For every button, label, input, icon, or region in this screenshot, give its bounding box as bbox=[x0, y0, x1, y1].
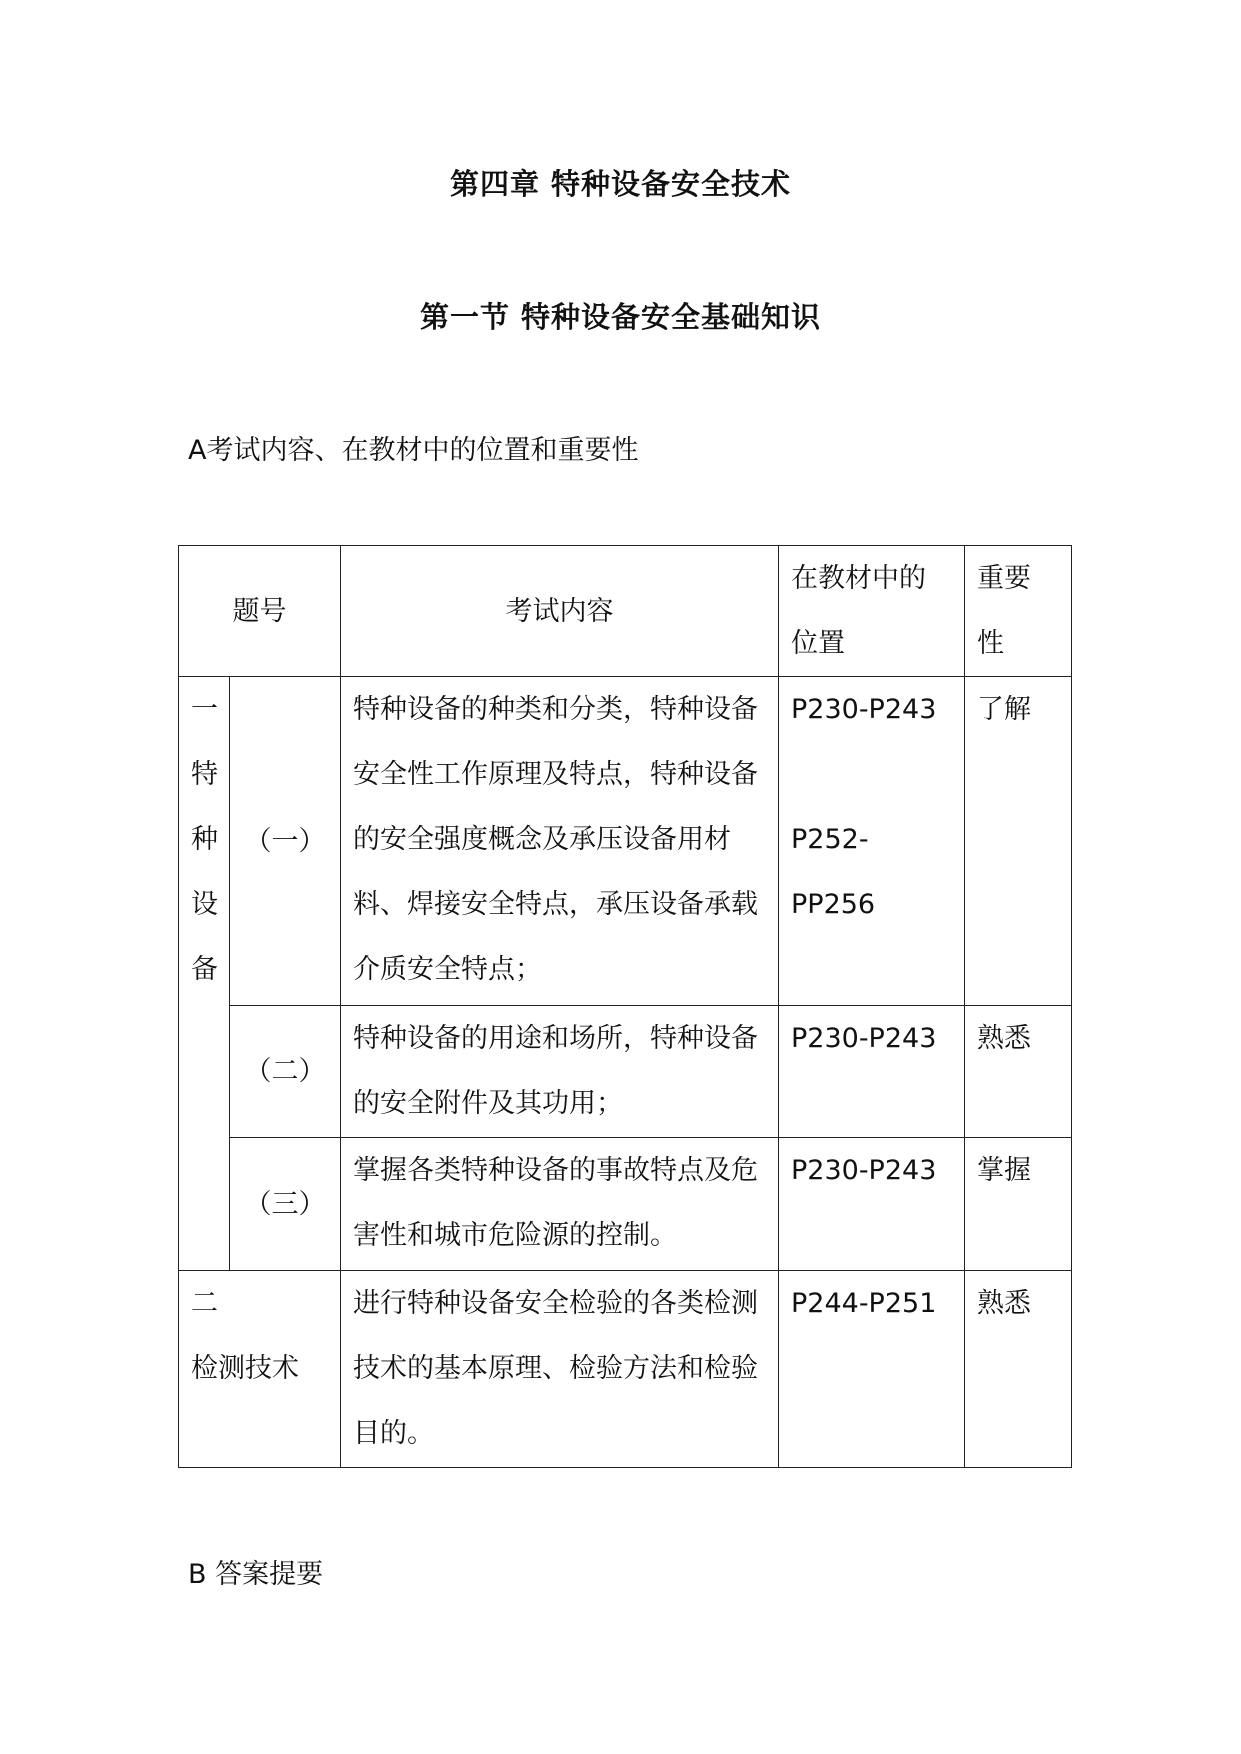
row3-sub: （三） bbox=[230, 1138, 341, 1271]
exam-content-table bbox=[178, 545, 1072, 1468]
row1-sub: （一） bbox=[230, 677, 341, 1006]
group2-content: 进行特种设备安全检验的各类检测技术的基本原理、检验方法和检验目的。 bbox=[341, 1271, 779, 1468]
table-row bbox=[179, 1138, 1072, 1271]
row3-location: P230-P243 bbox=[779, 1138, 965, 1271]
section-b-label: B 答案提要 bbox=[188, 1559, 324, 1590]
header-content: 考试内容 bbox=[341, 546, 779, 677]
section-title: 第一节 特种设备安全基础知识 bbox=[419, 300, 822, 334]
group2-location: P244-P251 bbox=[779, 1271, 965, 1468]
chapter-title: 第四章 特种设备安全技术 bbox=[449, 167, 792, 201]
row1-content: 特种设备的种类和分类，特种设备安全性工作原理及特点，特种设备的安全强度概念及承压设备用材料、焊接安全特点，承压设备承载介质安全特点； bbox=[341, 677, 779, 1006]
table-row bbox=[179, 1271, 1072, 1468]
header-importance: 重要性 bbox=[965, 546, 1072, 677]
header-location: 在教材中的位置 bbox=[779, 546, 965, 677]
row2-sub: （二） bbox=[230, 1006, 341, 1138]
section-a-label: A考试内容、在教材中的位置和重要性 bbox=[188, 435, 639, 466]
table-header-row bbox=[179, 546, 1072, 677]
group1-title: 一特种设备 bbox=[179, 677, 230, 1271]
table-row bbox=[179, 1006, 1072, 1138]
row2-location: P230-P243 bbox=[779, 1006, 965, 1138]
row2-importance: 熟悉 bbox=[965, 1006, 1072, 1138]
table-row bbox=[179, 677, 1072, 1006]
header-number: 题号 bbox=[179, 546, 341, 677]
row2-content: 特种设备的用途和场所，特种设备的安全附件及其功用； bbox=[341, 1006, 779, 1138]
group2-importance: 熟悉 bbox=[965, 1271, 1072, 1468]
row3-content: 掌握各类特种设备的事故特点及危害性和城市危险源的控制。 bbox=[341, 1138, 779, 1271]
row3-importance: 掌握 bbox=[965, 1138, 1072, 1271]
row1-importance: 了解 bbox=[965, 677, 1072, 1006]
group2-title: 二 检测技术 bbox=[179, 1271, 341, 1468]
row1-location: P230-P243 P252-PP256 bbox=[779, 677, 965, 1006]
